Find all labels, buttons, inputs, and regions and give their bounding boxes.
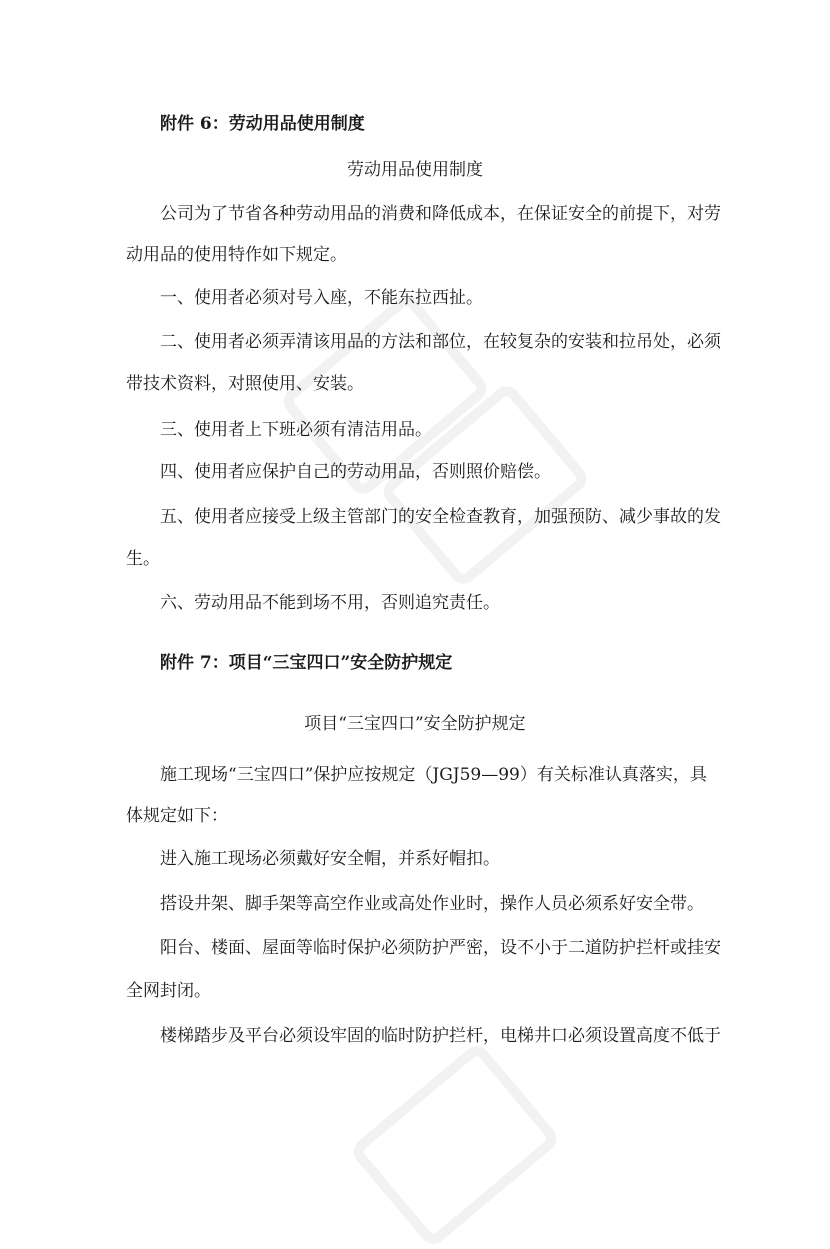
- section6-title: 劳动用品使用制度: [347, 160, 483, 180]
- section6-heading: 附件 6：劳动用品使用制度: [160, 114, 365, 134]
- watermark-stamp: [378, 381, 592, 590]
- section7-item3-line2: 全网封闭。: [126, 981, 211, 1001]
- section7-heading: 附件 7：项目“三宝四口”安全防护规定: [160, 653, 453, 673]
- section6-rule6: 六、劳动用品不能到场不用，否则追究责任。: [160, 593, 500, 613]
- section6-intro-line1: 公司为了节省各种劳动用品的消费和降低成本，在保证安全的前提下，对劳: [160, 204, 721, 224]
- section6-rule5-line1: 五、使用者应接受上级主管部门的安全检查教育，加强预防、减少事故的发: [160, 507, 721, 527]
- section6-rule2-line2: 带技术资料，对照使用、安装。: [126, 374, 364, 394]
- section7-intro-line1: 施工现场“三宝四口”保护应按规定（JGJ59—99）有关标准认真落实，具: [160, 765, 707, 785]
- section7-intro-line2: 体规定如下：: [126, 806, 228, 826]
- watermark-stamp: [348, 1041, 562, 1249]
- section7-title: 项目“三宝四口”安全防护规定: [304, 714, 526, 734]
- section6-rule1: 一、使用者必须对号入座，不能东拉西扯。: [160, 288, 483, 308]
- section6-rule4: 四、使用者应保护自己的劳动用品，否则照价赔偿。: [160, 462, 551, 482]
- section7-item2: 搭设井架、脚手架等高空作业或高处作业时，操作人员必须系好安全带。: [160, 894, 704, 914]
- section6-rule5-line2: 生。: [126, 549, 160, 569]
- section7-item1: 进入施工现场必须戴好安全帽，并系好帽扣。: [160, 849, 500, 869]
- section6-intro-line2: 动用品的使用特作如下规定。: [126, 245, 347, 265]
- section7-item4-line1: 楼梯踏步及平台必须设牢固的临时防护拦杆，电梯井口必须设置高度不低于: [160, 1026, 721, 1046]
- section6-rule2-line1: 二、使用者必须弄清该用品的方法和部位，在较复杂的安装和拉吊处，必须: [160, 332, 721, 352]
- section6-rule3: 三、使用者上下班必须有清洁用品。: [160, 420, 432, 440]
- section7-item3-line1: 阳台、楼面、屋面等临时保护必须防护严密，设不小于二道防护拦杆或挂安: [160, 938, 721, 958]
